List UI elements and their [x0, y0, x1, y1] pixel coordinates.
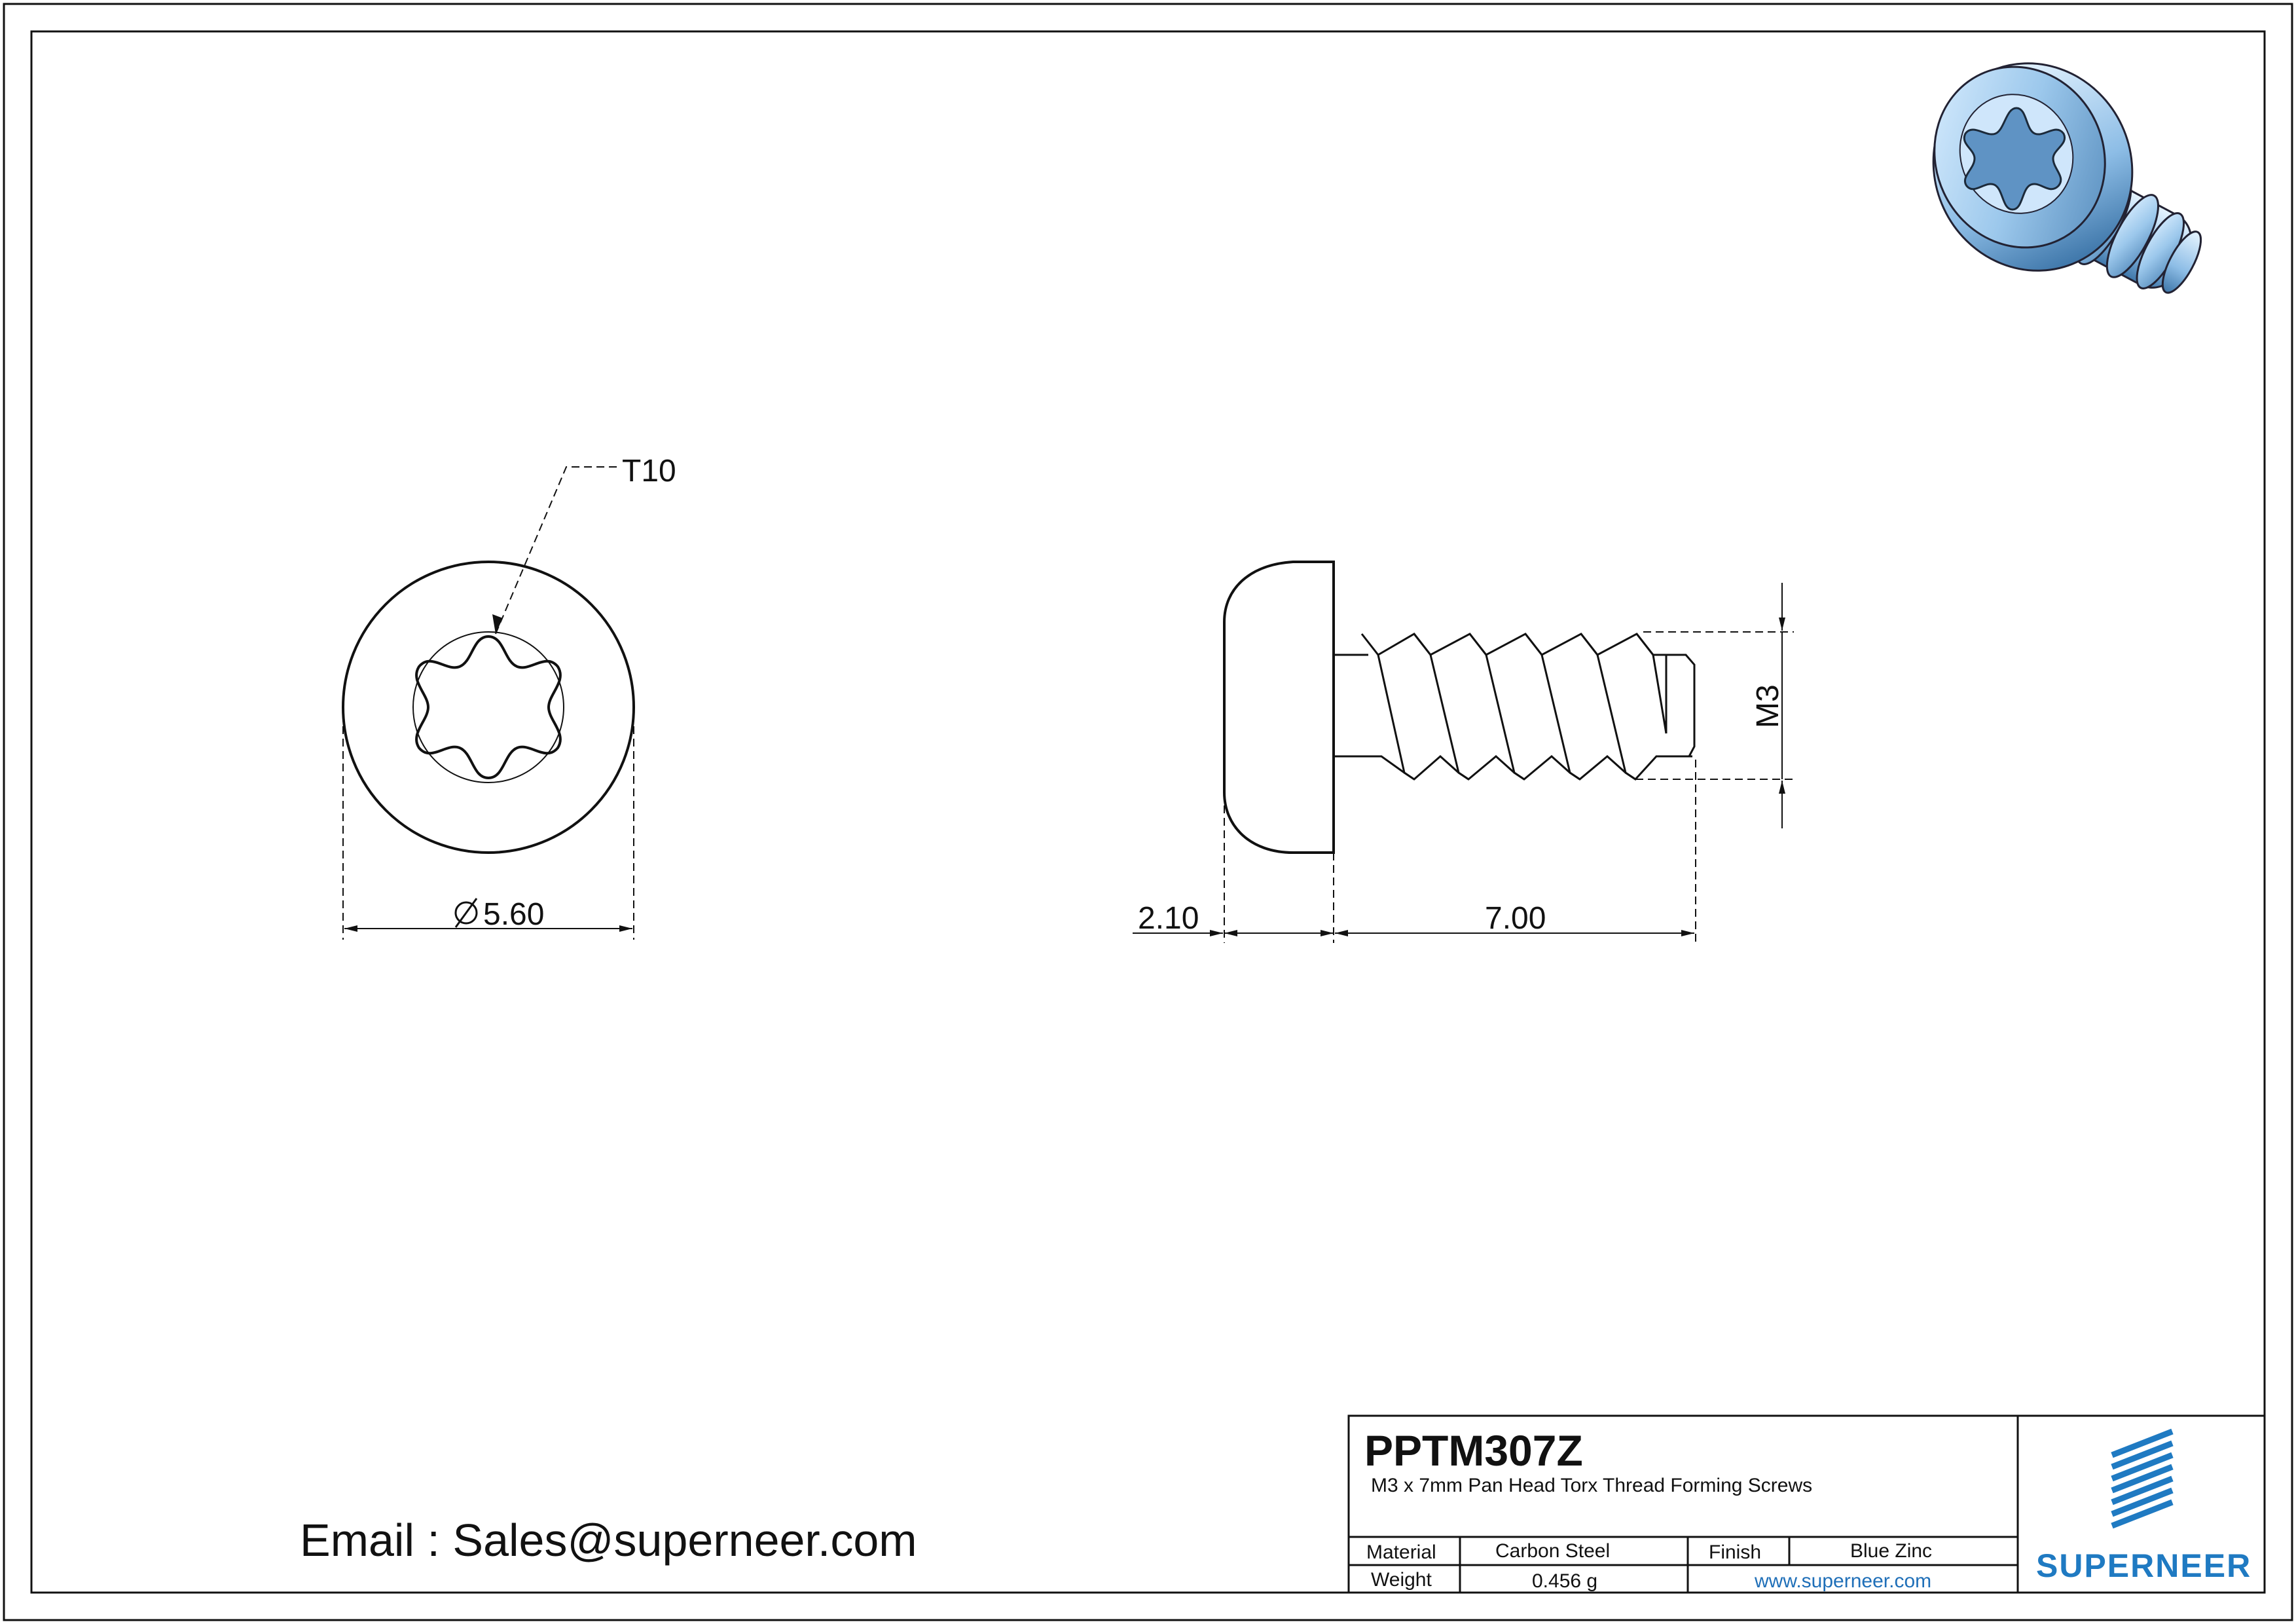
side-view [1133, 562, 1794, 943]
material-label: Material [1366, 1541, 1436, 1563]
head-diameter: 5.60 [483, 897, 545, 932]
thread-profile [1362, 634, 1694, 779]
superneer-logo-icon [2112, 1431, 2172, 1526]
material-value: Carbon Steel [1495, 1540, 1611, 1562]
brand-name: SUPERNEER [2036, 1547, 2252, 1584]
outer-frame [4, 4, 2292, 1620]
screw-length: 7.00 [1485, 901, 1546, 936]
website-link[interactable]: www.superneer.com [1755, 1570, 1932, 1592]
thread-size: M3 [1751, 684, 1785, 728]
head-height: 2.10 [1138, 901, 1199, 936]
part-number: PPTM307Z [1364, 1426, 1583, 1475]
drive-callout: T10 [622, 454, 676, 489]
diameter-icon [456, 898, 477, 927]
part-description: M3 x 7mm Pan Head Torx Thread Forming Screws [1371, 1475, 1813, 1496]
head-profile [1224, 562, 1334, 853]
t10-leader-arrow [492, 614, 503, 634]
contact-email: Email : Sales@superneer.com [300, 1515, 917, 1566]
inner-frame [31, 31, 2265, 1593]
front-view [343, 454, 676, 940]
t10-leader [496, 467, 619, 634]
finish-label: Finish [1709, 1541, 1762, 1563]
finish-value: Blue Zinc [1850, 1540, 1933, 1562]
torx-recess [416, 637, 560, 778]
screw-3d-render [1899, 31, 2216, 313]
recess-circle [413, 632, 564, 783]
head-outline [343, 562, 634, 853]
weight-value: 0.456 g [1532, 1570, 1598, 1592]
weight-label: Weight [1371, 1569, 1432, 1591]
